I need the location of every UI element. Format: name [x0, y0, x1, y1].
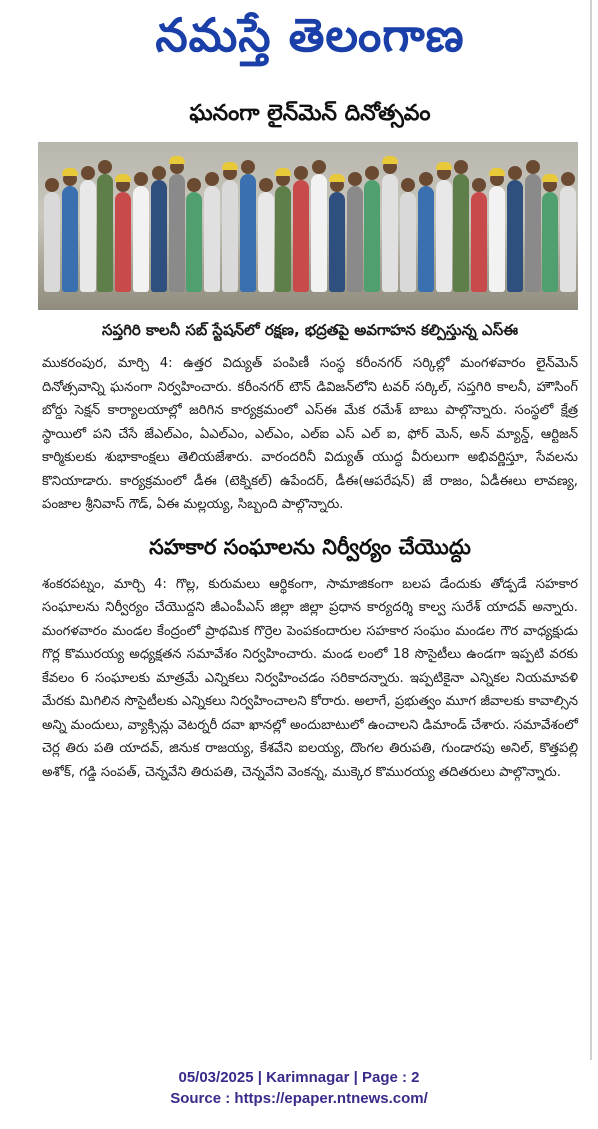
photo-person — [222, 180, 238, 292]
photo-person-head — [45, 178, 59, 192]
photo-person-head — [401, 178, 415, 192]
photo-person — [382, 174, 398, 292]
photo-helmet — [382, 156, 398, 164]
photo-person — [151, 180, 167, 292]
footer-meta: 05/03/2025 | Karimnagar | Page : 2 — [178, 1069, 420, 1086]
photo-person — [560, 186, 576, 292]
photo-helmet — [62, 168, 78, 176]
photo-person — [347, 186, 363, 292]
photo-person — [436, 180, 452, 292]
photo-person-head — [241, 160, 255, 174]
photo-helmet — [489, 168, 505, 176]
photo-helmet — [222, 162, 238, 170]
photo-person-head — [472, 178, 486, 192]
news-photo — [38, 142, 578, 310]
photo-person-head — [561, 172, 575, 186]
photo-person — [186, 192, 202, 292]
photo-person-head — [348, 172, 362, 186]
footer-source: Source : https://epaper.ntnews.com/ — [170, 1090, 428, 1107]
photo-helmet — [169, 156, 185, 164]
photo-person — [489, 186, 505, 292]
photo-person-head — [259, 178, 273, 192]
photo-helmet — [436, 162, 452, 170]
photo-person — [507, 180, 523, 292]
photo-person — [133, 186, 149, 292]
photo-person — [329, 192, 345, 292]
photo-helmet — [542, 174, 558, 182]
photo-person — [525, 174, 541, 292]
article1-headline: ఘనంగా లైన్‌మెన్ దినోత్సవం — [189, 101, 431, 126]
photo-person — [204, 186, 220, 292]
photo-helmet — [329, 174, 345, 182]
photo-person — [275, 186, 291, 292]
photo-person — [453, 174, 469, 292]
photo-helmet — [275, 168, 291, 176]
photo-person-head — [98, 160, 112, 174]
masthead-title: నమస్తే తెలంగాణ — [155, 8, 465, 62]
photo-person — [418, 186, 434, 292]
photo-person — [44, 192, 60, 292]
photo-caption: సప్తగిరి కాలనీ సబ్ స్టేషన్‌లో రక్షణ, భద్రతపై అవగాహన కల్పిస్తున్న ఎస్‌ఈ — [101, 321, 519, 339]
photo-person — [293, 180, 309, 292]
photo-person — [240, 174, 256, 292]
photo-person-head — [365, 166, 379, 180]
photo-person-head — [454, 160, 468, 174]
photo-person-head — [134, 172, 148, 186]
photo-person-head — [152, 166, 166, 180]
photo-person-head — [526, 160, 540, 174]
newspaper-clipping — [30, 0, 592, 1060]
photo-helmet — [115, 174, 131, 182]
photo-person-head — [419, 172, 433, 186]
photo-person — [169, 174, 185, 292]
photo-person-head — [187, 178, 201, 192]
photo-person — [80, 180, 96, 292]
photo-person-head — [81, 166, 95, 180]
photo-person-head — [205, 172, 219, 186]
photo-person — [471, 192, 487, 292]
photo-person-head — [312, 160, 326, 174]
article2-body: శంకరపట్నం, మార్చి 4: గొల్ల, కురుమలు ఆర్థికంగా, సామాజికంగా బలప డేందుకు తోడ్పడే సహకార సంఘాలను నిర్వీర్యం చేయొద్దని జీఎంపీఎస్ జిల్లా జిల్లా ప్రధాన కార్యదర్శి కాల్వ సురేశ్ యాదవ్ అన్నారు. మంగళవారం మండల కేంద్రంలో ప్రాథమిక గొర్రెల పెంపకందారుల సహకార సంఘం మండల గౌర వాధ్యక్షుడు గొర్ల కొమురయ్య అధ్యక్షతన సమావేశం నిర్వహించారు. మండ లంలో 18 సొసైటీలు ఉండగా ఇప్పటి వరకు కేవలం 6 సంఘాలకు మాత్రమే ఎన్నికలు నిర్వహించడం సరికాదన్నారు. ఇప్పటికైనా ఎన్నికల నియమావళి మేరకు మిగిలిన సొసైటీలకు ఎన్నికలు నిర్వహించాలని కోరారు. అలాగే, ప్రభుత్వం మూగ జీవాలకు కావాల్సిన అన్ని మందులు, వ్యాక్సిన్లు వెటర్నరీ దవా ఖానల్లో అందుబాటులో ఉంచాలని డిమాండ్ చేశారు. సమావేశంలో చెర్ల తిరు పతి యాదవ్, జినుక రాజయ్య, కేశవేని ఐలయ్య, దొంగల తిరుపతి, గుండారపు అనిల్, కొత్తపల్లి అశోక్, గడ్డి సంపత్, చెన్నవేని తిరుపతి, చెన్నవేని వెంకన్న, ముక్కెర కొమురయ్య తదితరులు పాల్గొన్నారు. — [42, 576, 578, 780]
masthead — [30, 0, 590, 82]
photo-person — [364, 180, 380, 292]
photo-person — [97, 174, 113, 292]
photo-person — [400, 192, 416, 292]
photo-person — [311, 174, 327, 292]
photo-person — [115, 192, 131, 292]
photo-person — [258, 192, 274, 292]
photo-person — [62, 186, 78, 292]
photo-person-head — [508, 166, 522, 180]
photo-person — [542, 192, 558, 292]
article2-headline: సహకార సంఘాలను నిర్వీర్యం చేయొద్దు — [149, 534, 471, 559]
photo-person-head — [294, 166, 308, 180]
article1-body: ముకరంపుర, మార్చి 4: ఉత్తర విద్యుత్ పంపిణీ సంస్థ కరీంనగర్ సర్కిల్లో మంగళవారం లైన్‌మెన్ దినోత్సవాన్ని ఘనంగా నిర్వహించారు. కరీంనగర్ టౌన్ డివిజన్‌లోని టవర్ సర్కిల్, సప్తగిరి కాలనీ, హౌసింగ్ బోర్డు సెక్షన్ కార్యాలయాల్లో జరిగిన కార్యక్రమంలో ఎస్‌ఈ మేక రమేశ్ బాబు పాల్గొన్నారు. సంస్థలో క్షేత్ర స్థాయిలో పని చేసే జేఎల్‌ఎం, ఏఎల్‌ఎం, ఎల్‌ఎం, ఎల్ఐ ఎస్ ఎల్ ఐ, ఫోర్ మెన్, అన్ మ్యాన్డ్, ఆర్టిజన్ కార్మికులకు శుభాకాంక్షలు తెలియజేశారు. వారందరినీ విద్యుత్ యుద్ధ వీరులుగా అభివర్ణిస్తూ, సేవలను కొనియాడారు. కార్యక్రమంలో డీఈ (టెక్నికల్) ఉపేందర్, డీఈ(ఆపరేషన్) జే రాజం, ఏడీఈలు లావణ్య, పంజాల శ్రీనివాస్ గౌడ్, ఏఈ మల్లయ్య, సిబ్బంది పాల్గొన్నారు. — [42, 356, 578, 512]
